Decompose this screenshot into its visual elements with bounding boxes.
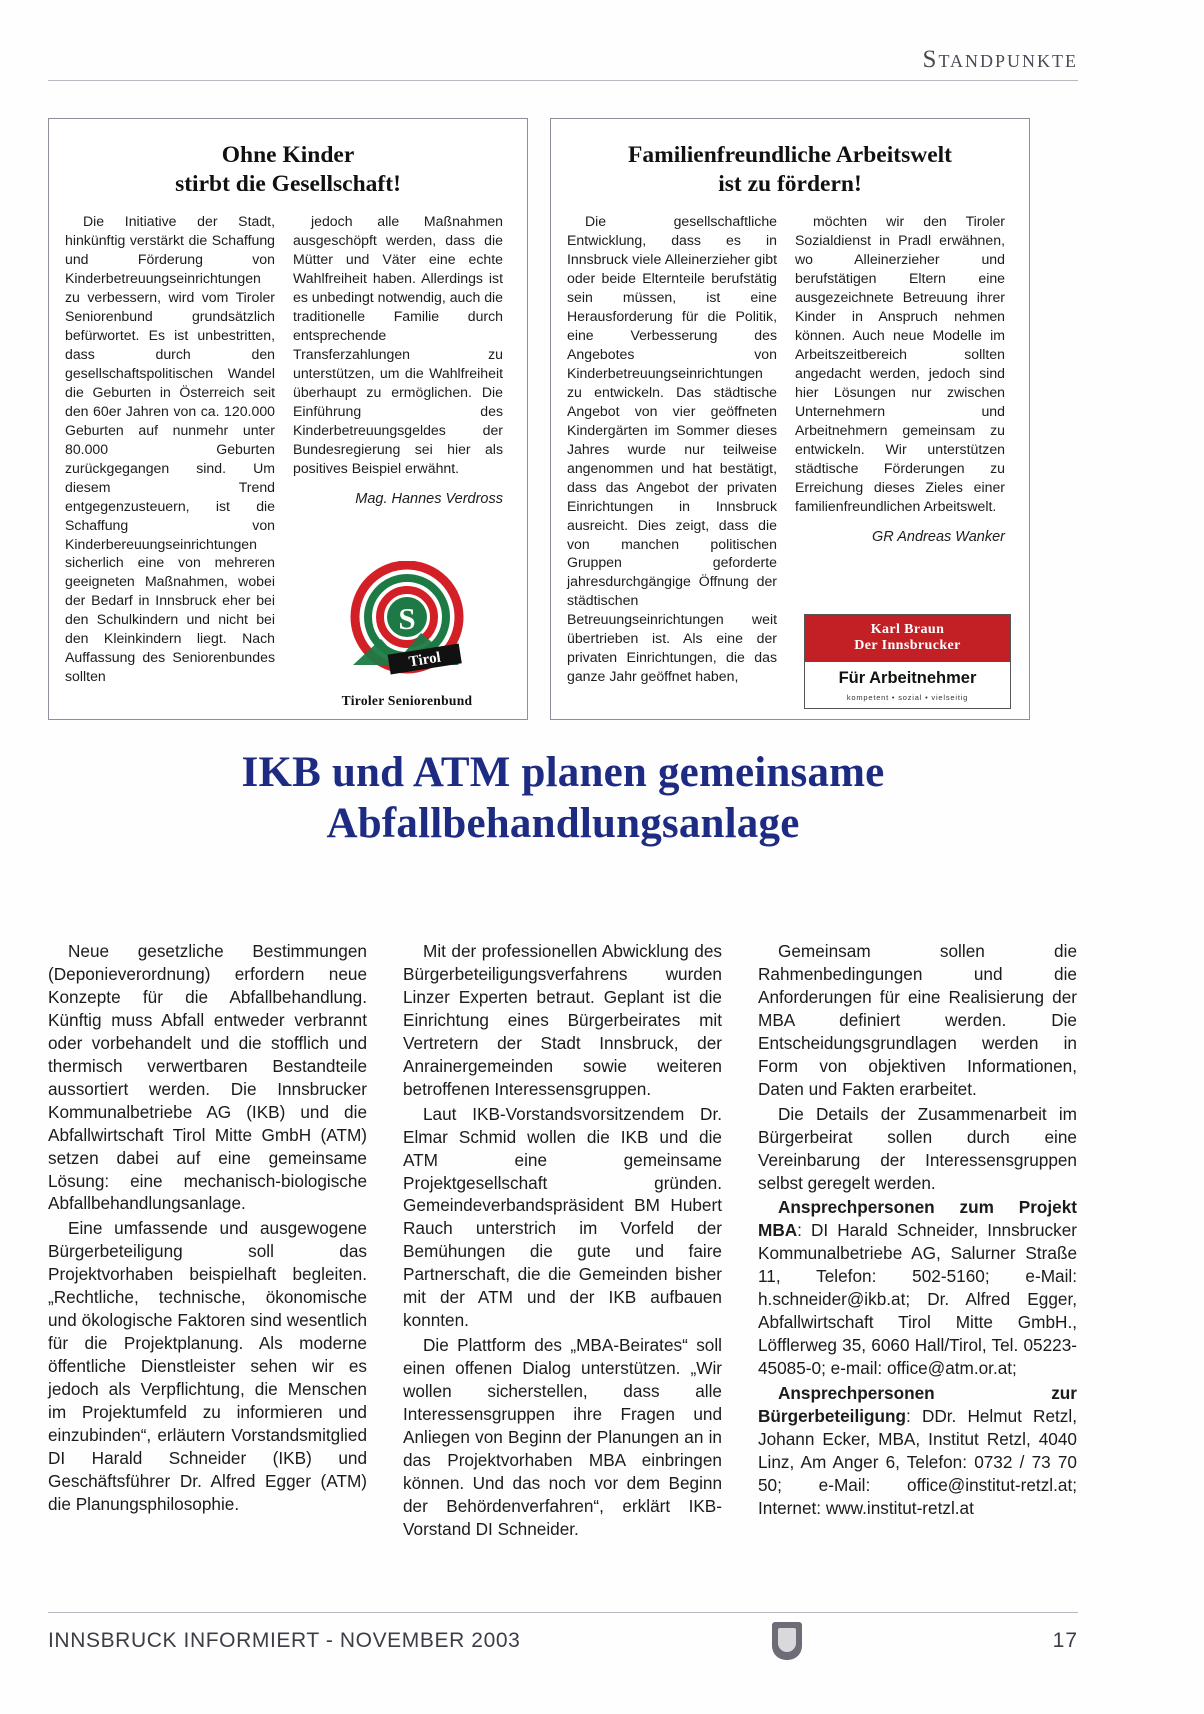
article-column-2 xyxy=(403,940,722,1543)
box-paragraph: möchten wir den Tiroler Sozialdienst in Pradl erwähnen, wo Alleinerzieher und berufstätigen Eltern eine ausgezeichnete Betreuung ihrer Kinder in Anspruch nehmen können. Auch neue Modelle im Arbeitszeitbereich sollten angedacht werden, jedoch sind hier Lösungen nur zwischen Unternehmern und Arbeitnehmern gemeinsam zu entwickeln. Wir unterstützen städtische Förderungen zu Erreichung dieses Zieles einer familienfreundlichen Arbeitswelt. xyxy=(795,213,1005,514)
footer-divider xyxy=(48,1612,1078,1613)
page-header xyxy=(48,46,1078,74)
opinion-boxes xyxy=(48,118,1078,720)
box-signature: GR Andreas Wanker xyxy=(872,528,1005,545)
city-crest-icon xyxy=(772,1622,802,1660)
article-paragraph: Gemeinsam sollen die Rahmenbedingungen und die Anforderungen für eine Realisierung der MBA definiert werden. Die Entscheidungsgrundlagen werden in Form von objektiven Informationen, Daten und Fakten erarbeitet. xyxy=(758,941,1077,1099)
seniorenbund-logo-caption: Tiroler Seniorenbund xyxy=(341,693,473,708)
advertisement-karl-braun xyxy=(804,614,1011,709)
box-column-left xyxy=(567,212,777,695)
contact-text-mba: : DI Harald Schneider, Innsbrucker Kommunalbetriebe AG, Salurner Straße 11, Telefon: 502-5160; e-Mail: h.schneider@ikb.at; Dr. Alfred Egger, Abfallwirtschaft Tirol Mitte GmbH., Löfflerweg 35, 6060 Hall/Tirol, Tel. 05223-45085-0; e-mail: office@atm.or.at; xyxy=(758,1220,1077,1379)
seniorenbund-logo xyxy=(307,561,507,711)
box-title-line2: stirbt die Gesellschaft! xyxy=(175,170,401,197)
box-title-line2: ist zu fördern! xyxy=(718,170,862,197)
article-column-1 xyxy=(48,940,367,1543)
box-title-line1: Ohne Kinder xyxy=(221,142,355,168)
opinion-box-arbeitswelt xyxy=(550,118,1030,720)
contact-label-buerger: Ansprechpersonen zur Bürgerbeteiligung xyxy=(758,1383,1077,1427)
box-title xyxy=(65,141,511,198)
ad-keywords: kompetent • sozial • vielseitig xyxy=(846,693,969,702)
box-paragraph: jedoch alle Maßnahmen ausgeschöpft werden, dass die Mütter und Väter eine echte Wahlfreiheit haben. Allerdings ist es unbedingt notwendig, auch die traditionelle Familie durch entsprechende Transferzahlungen zu unterstützen, um die Wahlfreiheit überhaupt zu ermöglichen. Die Einführung des Kinderbetreuungsgeldes der Bundesregierung sei hier als positives Beispiel erwähnt. xyxy=(293,213,504,476)
article-headline-line2: Abfallbehandlungsanlage xyxy=(326,799,800,847)
box-title-line1: Familienfreundliche Arbeitswelt xyxy=(628,142,952,168)
box-title xyxy=(567,141,1013,198)
box-column-left xyxy=(65,212,275,695)
article-body xyxy=(48,940,1078,1543)
header-title: Standpunkte xyxy=(922,46,1078,73)
page-number: 17 xyxy=(1052,1629,1078,1652)
article-paragraph: Eine umfassende und ausgewogene Bürgerbeteiligung soll das Projektvorhaben beispielhaft begleiten. „Rechtliche, technische, ökonomische und ökologische Faktoren sind wesentlich für die Projektplanung. Als moderne öffentliche Dienstleister sehen wir es jedoch als Verpflichtung, die Menschen im Projektumfeld zu informieren und einzubinden“, erläutern Vorstandsmitglied DI Harald Schneider (IKB) und Geschäftsführer Dr. Alfred Egger (ATM) die Planungsphilosophie. xyxy=(48,1218,367,1514)
contact-text-buerger: : DDr. Helmut Retzl, Johann Ecker, MBA, Institut Retzl, 4040 Linz, Am Anger 6, Telefon: 0732 / 73 70 50; e-Mail: office@institut-retzl.at; Internet: www.institut-retzl.at xyxy=(758,1406,1077,1518)
seniorenbund-logo-graphic xyxy=(337,561,477,681)
article-paragraph: Mit der professionellen Abwicklung des Bürgerbeteiligungsverfahrens wurden Linzer Experten betraut. Geplant ist die Einrichtung eines Bürgerbeirates mit Vertretern der Stadt Innsbruck, der Anrainergemeinden sowie weiteren betroffenen Interessensgruppen. xyxy=(403,941,722,1099)
ad-headline xyxy=(805,615,1010,662)
ad-slogan: Für Arbeitnehmer xyxy=(838,669,977,687)
article-paragraph: Die Details der Zusammenarbeit im Bürgerbeirat sollen durch eine Vereinbarung der Interessensgruppen selbst geregelt werden. xyxy=(758,1103,1077,1193)
article-headline-line1: IKB und ATM planen gemeinsame xyxy=(241,749,885,796)
seniorenbund-logo-region: Tirol xyxy=(407,649,442,671)
footer-publication: INNSBRUCK INFORMIERT - NOVEMBER 2003 xyxy=(48,1629,521,1652)
article-paragraph: Neue gesetzliche Bestimmungen (Deponieverordnung) erfordern neue Konzepte für die Abfallbehandlung. Künftig muss Abfall entweder verbrannt oder vorbehandelt und die stofflich und thermisch verwertbaren Bestandteile aussortiert werden. Die Innsbrucker Kommunalbetriebe AG (IKB) und die Abfallwirtschaft Tirol Mitte GmbH (ATM) setzen dabei auf eine gemeinsame Lösung: eine mechanisch-biologische Abfallbehandlungsanlage. xyxy=(48,941,367,1214)
article-contact-block xyxy=(758,1196,1077,1380)
contact-label-mba: Ansprechpersonen zum Projekt MBA xyxy=(758,1197,1077,1241)
page-footer xyxy=(48,1622,1078,1660)
article-headline xyxy=(48,748,1078,849)
opinion-box-seniorenbund xyxy=(48,118,528,720)
box-paragraph: Die gesellschaftliche Entwicklung, dass es in Innsbruck viele Alleinerzieher gibt oder beide Elternteile berufstätig sein müssen, ist eine Herausforderung für die Politik, eine Verbesserung des Angebotes von Kinderbetreuungseinrichtungen zu entwickeln. Das städtische Angebot von vier geöffneten Kindergärten im Sommer dieses Jahres wurde nur teilweise angenommen und hat bestätigt, dass das Angebot der privaten Einrichtungen in Innsbruck ausreicht. Dies zeigt, dass die von manchen politischen Gruppen geforderte jahresdurchgängige Öffnung der städtischen Betreuungseinrichtungen weit übertrieben ist. Als eine der privaten Einrichtungen, die das ganze Jahr geöffnet haben, xyxy=(567,213,777,685)
box-paragraph: Die Initiative der Stadt, hinkünftig verstärkt die Schaffung und Förderung von Kinderbetreuungseinrichtungen zu verbessern, wird vom Tiroler Seniorenbund grundsätzlich befürwortet. Es ist unbestritten, dass durch den gesellschaftspolitischen Wandel die Geburten in Österreich seit den 60er Jahren von ca. 120.000 Geburten auf nunmehr unter 80.000 Geburten zurückgegangen sind. Um diesem Trend entgegenzusteuern, ist die Schaffung von Kinderbereuungseinrichtungen sicherlich eine von mehreren geeigneten Maßnahmen, wobei der Bedarf in Innsbruck eher bei den Schulkindern und nicht bei den Kleinkindern liegt. Nach Auffassung des Seniorenbundes sollten xyxy=(65,213,275,685)
article-column-3 xyxy=(758,940,1077,1543)
box-signature: Mag. Hannes Verdross xyxy=(355,490,503,507)
header-divider xyxy=(48,80,1078,81)
article-paragraph: Die Plattform des „MBA-Beirates“ soll einen offenen Dialog unterstützen. „Wir wollen sicherstellen, dass alle Interessensgruppen ihre Fragen und Anliegen von Beginn der Planungen an in das Projektvorhaben MBA einbringen können. Und das noch vor dem Beginn der Behördenverfahren“, erklärt IKB-Vorstand DI Schneider. xyxy=(403,1335,722,1539)
article-contact-block xyxy=(758,1382,1077,1520)
ad-headline-line2: Der Innsbrucker xyxy=(854,637,961,653)
ad-headline-line1: Karl Braun xyxy=(870,621,945,637)
article-paragraph: Laut IKB-Vorstandsvorsitzendem Dr. Elmar Schmid wollen die IKB und die ATM eine gemeinsame Projektgesellschaft gründen. Gemeindeverbandspräsident BM Hubert Rauch unterstrich im Vorfeld der Bemühungen die gute und faire Partnerschaft, die die Gemeinden bisher mit der ATM und der IKB aufbauen konnten. xyxy=(403,1103,722,1331)
svg-text:S: S xyxy=(398,601,416,636)
